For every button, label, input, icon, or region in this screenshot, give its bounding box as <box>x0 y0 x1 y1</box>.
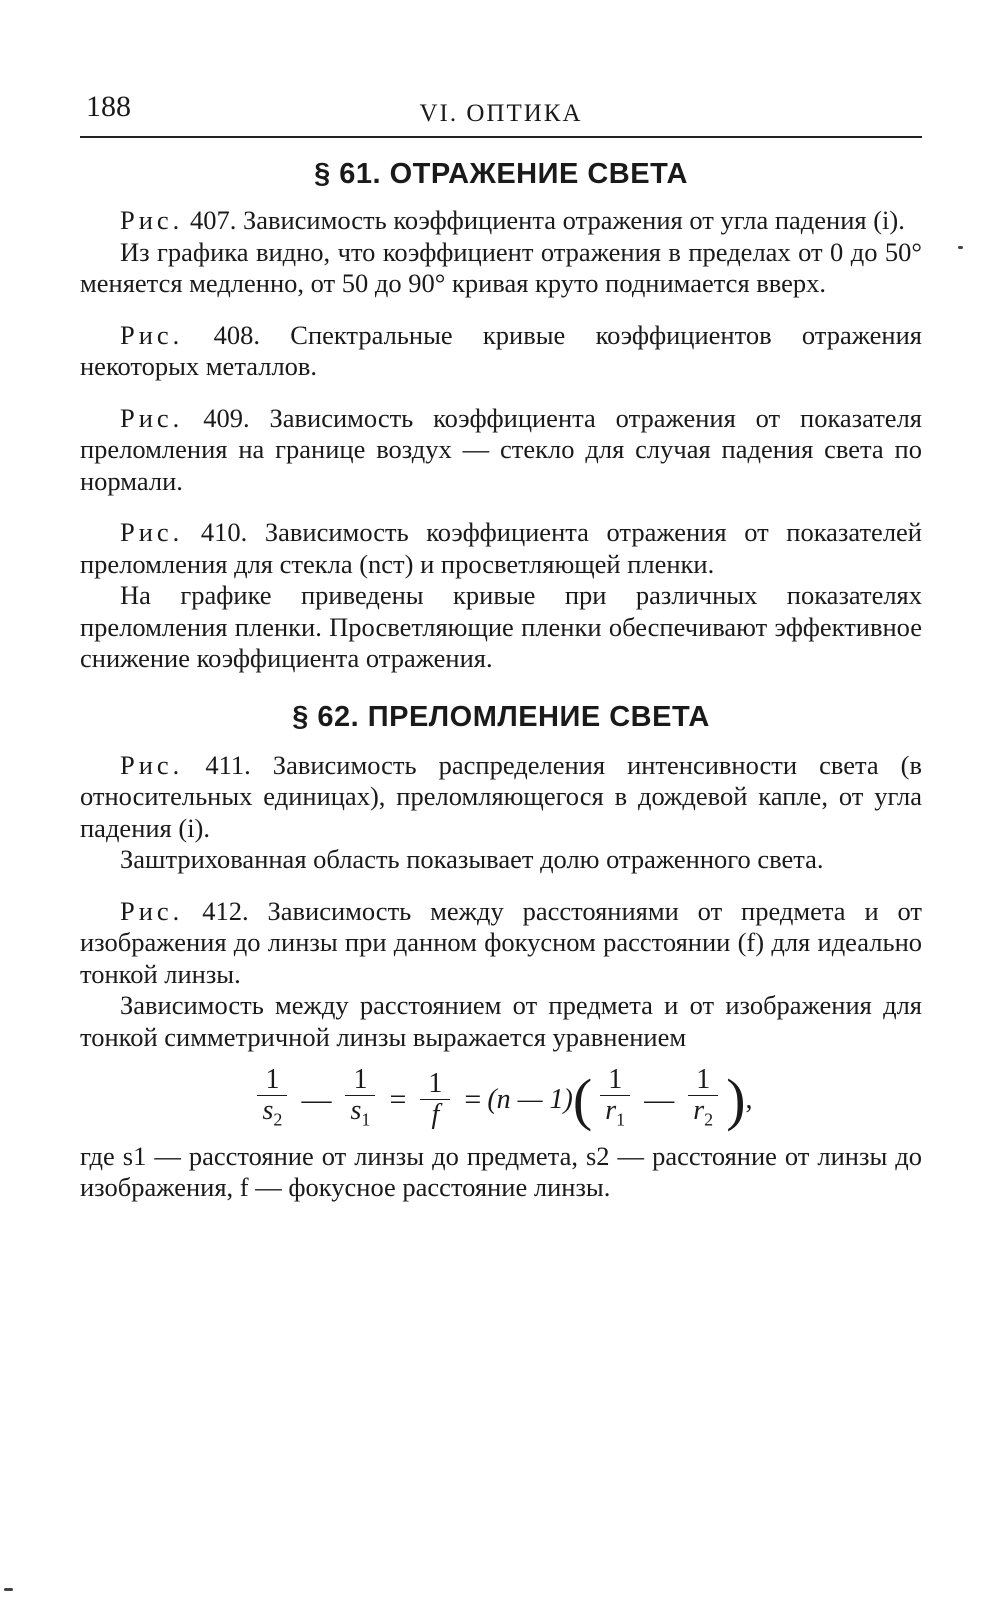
figure-label: Рис. <box>120 205 184 235</box>
figure-label: Рис. <box>120 895 184 926</box>
paragraph: Зависимость между расстоянием от предмета и от изображения для тонкой симметричной линзы выражается уравнением <box>80 990 922 1052</box>
fraction-1-over-r1: $\frac{1}{r_1}$ <box>600 1065 630 1135</box>
caption-text: 410. Зависимость коэффициента отражения от показателей преломления для стекла (nст) и просветляющей пленки. <box>80 517 922 579</box>
formula-expression: $\frac{1}{s_2}$ — $\frac{1}{s_1}$ = $\frac{1}{f}$ = (n — 1) ( $\frac{1}{r_1}$ — $\frac{1}{r_2}$ ) , <box>249 1065 752 1135</box>
figure-caption-409 <box>80 403 922 498</box>
caption-text: 408. Спектральные кривые коэффициентов отражения некоторых металлов. <box>80 319 922 381</box>
page-number: 188 <box>86 90 131 123</box>
caption-text: 411. Зависимость распределения интенсивности света (в относительных единицах), преломляющегося в дождевой капле, от угла падения (i). <box>80 749 922 843</box>
running-head: VI. ОПТИКА <box>419 100 583 127</box>
paragraph: Из графика видно, что коэффициент отражения в пределах от 0 до 50° меняется медленно, от 50 до 90° кривая круто поднимается вверх. <box>80 236 922 298</box>
figure-label: Рис. <box>120 517 184 547</box>
equals-sign: = <box>389 1082 407 1116</box>
book-page <box>80 86 922 1204</box>
fraction-1-over-r2: $\frac{1}{r_2}$ <box>688 1065 718 1135</box>
caption-text: 407. Зависимость коэффициента отражения от угла падения (i). <box>183 205 905 235</box>
figure-caption-407 <box>80 205 922 237</box>
fraction-1-over-s2: $\frac{1}{s_2}$ <box>257 1065 287 1135</box>
figure-label: Рис. <box>120 749 184 780</box>
minus-sign: — <box>644 1082 675 1116</box>
section-title-61: § 61. ОТРАЖЕНИЕ СВЕТА <box>314 158 688 190</box>
fraction-1-over-s1: $\frac{1}{s_1}$ <box>345 1065 375 1135</box>
scan-speck <box>4 1588 13 1591</box>
equals-sign: = <box>464 1082 482 1116</box>
paragraph-definitions: где s1 — расстояние от линзы до предмета, s2 — расстояние от линзы до изображения, f — фокусное расстояние линзы. <box>80 1140 922 1203</box>
lens-formula <box>80 1065 922 1135</box>
paragraph: Заштрихованная область показывает долю отраженного света. <box>120 844 824 874</box>
page-header <box>80 86 922 138</box>
scan-speck <box>958 246 963 249</box>
fraction-1-over-f: $\frac{1}{f}$ <box>420 1069 450 1130</box>
minus-sign: — <box>301 1082 332 1116</box>
paragraph: На графике приведены кривые при различных показателях преломления пленки. Просветляющие пленки обеспечивают эффективное снижение коэффициента отражения. <box>80 580 922 673</box>
figure-caption-411 <box>80 750 922 845</box>
figure-caption-412 <box>80 896 922 991</box>
section-title-62: § 62. ПРЕЛОМЛЕНИЕ СВЕТА <box>292 700 710 733</box>
formula-comma: , <box>745 1083 753 1115</box>
figure-caption-408 <box>80 320 922 383</box>
caption-text: 409. Зависимость коэффициента отражения от показателя преломления на границе воздух — стекло для случая падения света по нормали. <box>80 402 922 496</box>
n-minus-one: (n — 1) <box>487 1083 573 1115</box>
figure-caption-410 <box>80 517 922 580</box>
caption-text: 412. Зависимость между расстояниями от предмета и от изображения до линзы при данном фокусном расстоянии (f) для идеально тонкой линзы. <box>80 895 922 989</box>
figure-label: Рис. <box>120 319 184 350</box>
figure-label: Рис. <box>120 402 184 433</box>
